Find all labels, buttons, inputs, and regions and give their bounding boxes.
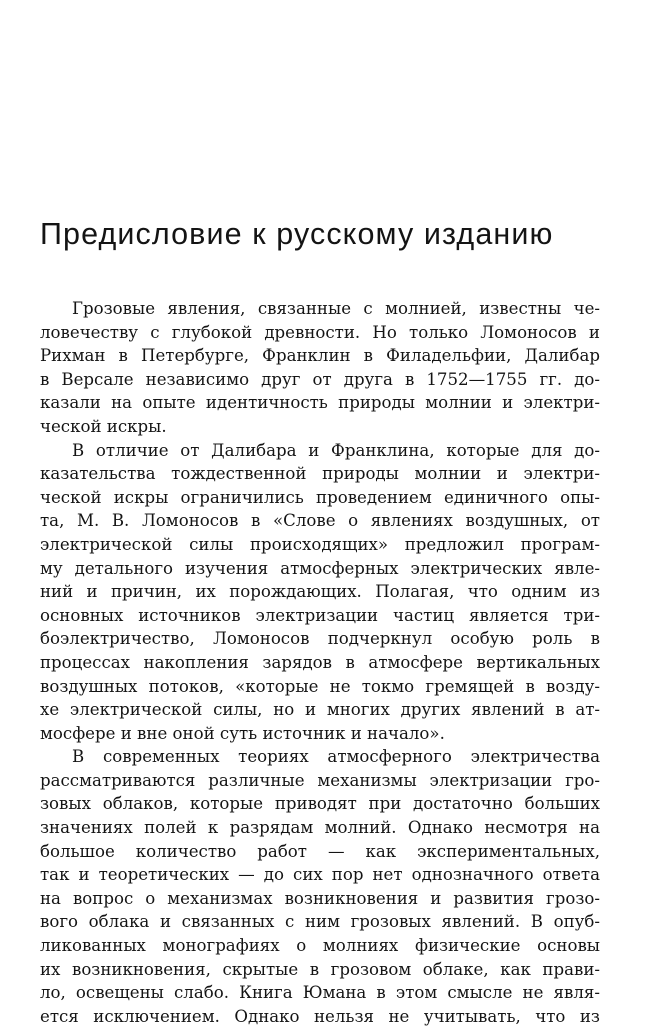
paragraph-2 — [40, 439, 600, 746]
text-line: ческой искры ограничились проведением единичного опы- — [40, 487, 600, 507]
text-line: В современных теориях атмосферного электричества — [72, 747, 600, 767]
text-line: казательства тождественной природы молнии и электри- — [40, 464, 600, 484]
text-line: мосфере и вне оной суть источник и начало». — [40, 723, 445, 743]
text-line: ется исключением. Однако нельзя не учитывать, что из — [40, 1006, 600, 1026]
text-line: Грозовые явления, связанные с молнией, известны че- — [72, 299, 600, 318]
text-line: процессах накопления зарядов в атмосфере вертикальных — [40, 652, 600, 672]
text-line: на вопрос о механизмах возникновения и развития грозо- — [40, 888, 600, 908]
text-line: та, М. В. Ломоносов в «Слове о явлениях воздушных, от — [40, 511, 600, 531]
text-line: воздушных потоков, «которые не токмо гремящей в возду- — [40, 676, 600, 696]
text-line: их возникновения, скрытые в грозовом облаке, как прави- — [40, 959, 600, 979]
body-text — [40, 297, 600, 1028]
text-line: ликованных монографиях о молниях физические основы — [40, 936, 600, 956]
text-line: В отличие от Далибара и Франклина, которые для до- — [72, 440, 600, 460]
text-line: ловечеству с глубокой древности. Но только Ломоносов и — [40, 322, 600, 342]
text-line: так и теоретических — до сих пор нет однозначного ответа — [40, 865, 600, 885]
text-line: боэлектричество, Ломоносов подчеркнул особую роль в — [40, 629, 600, 649]
text-line: значениях полей к разрядам молний. Однако несмотря на — [40, 818, 600, 838]
text-line: хе электрической силы, но и многих других явлений в ат- — [40, 700, 600, 720]
text-line: му детального изучения атмосферных электрических явле- — [40, 558, 600, 578]
text-line: большое количество работ — как экспериментальных, — [40, 841, 600, 861]
text-line: ческой искры. — [40, 416, 167, 436]
text-line: вого облака и связанных с ним грозовых явлений. В опуб- — [40, 912, 600, 932]
text-line: Рихман в Петербурге, Франклин в Филадельфии, Далибар — [40, 346, 600, 366]
text-line: ло, освещены слабо. Книга Юмана в этом смысле не явля- — [40, 983, 600, 1003]
text-line: зовых облаков, которые приводят при достаточно больших — [40, 794, 600, 814]
text-line: электрической силы происходящих» предложил програм- — [40, 534, 600, 554]
page-heading: Предисловие к русскому изданию — [40, 217, 554, 251]
paragraph-1 — [40, 297, 600, 439]
text-line: в Версале независимо друг от друга в 1752—1755 гг. до- — [40, 369, 600, 389]
text-line: казали на опыте идентичность природы молнии и электри- — [40, 393, 600, 413]
text-line: основных источников электризации частиц является три- — [40, 605, 600, 625]
paragraph-3 — [40, 745, 600, 1028]
text-line: ний и причин, их порождающих. Полагая, что одним из — [40, 582, 600, 602]
text-line: рассматриваются различные механизмы электризации гро- — [40, 770, 600, 790]
